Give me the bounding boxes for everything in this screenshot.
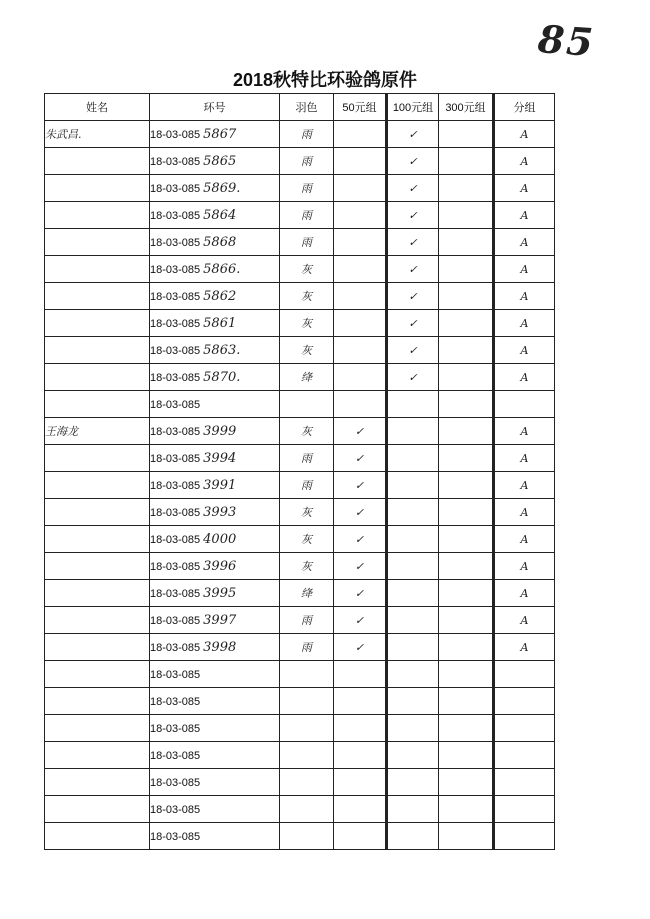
ring-number-cell	[150, 229, 280, 256]
owner-name-cell	[45, 823, 150, 850]
group-50-cell	[334, 256, 387, 283]
feather-color-cell: 雨	[280, 634, 334, 661]
feather-color-cell: 灰	[280, 283, 334, 310]
group-cell	[494, 769, 555, 796]
owner-name-cell	[45, 688, 150, 715]
group-cell	[494, 661, 555, 688]
table-row	[45, 769, 555, 796]
feather-color-cell: 灰	[280, 310, 334, 337]
ring-number-cell	[150, 688, 280, 715]
group-300-cell	[439, 553, 494, 580]
group-cell: A	[494, 148, 555, 175]
header-g300: 300元组	[439, 94, 494, 121]
group-cell	[494, 742, 555, 769]
ring-number-cell	[150, 283, 280, 310]
feather-color-cell: 绛	[280, 580, 334, 607]
ring-prefix: 18-03-085	[150, 317, 201, 330]
group-100-cell: ✓	[387, 310, 439, 337]
group-100-cell: ✓	[387, 121, 439, 148]
owner-name-cell	[45, 526, 150, 553]
group-50-cell: ✓	[334, 526, 387, 553]
ring-prefix: 18-03-085	[150, 506, 201, 519]
ring-suffix: 3991	[203, 477, 237, 493]
owner-name-cell	[45, 337, 150, 364]
feather-color-cell	[280, 796, 334, 823]
owner-name-cell	[45, 364, 150, 391]
feather-color-cell: 雨	[280, 229, 334, 256]
group-cell: A	[494, 580, 555, 607]
group-100-cell	[387, 715, 439, 742]
feather-color-cell: 灰	[280, 526, 334, 553]
ring-number-cell	[150, 526, 280, 553]
group-300-cell	[439, 715, 494, 742]
group-cell	[494, 391, 555, 418]
ring-number-cell	[150, 553, 280, 580]
ring-prefix: 18-03-085	[150, 263, 201, 276]
feather-color-cell: 雨	[280, 175, 334, 202]
table-row	[45, 526, 555, 553]
owner-name-cell	[45, 229, 150, 256]
owner-name-cell	[45, 715, 150, 742]
ring-number-cell	[150, 175, 280, 202]
ring-number-cell	[150, 310, 280, 337]
group-cell: A	[494, 310, 555, 337]
ring-prefix: 18-03-085	[150, 668, 201, 681]
group-cell: A	[494, 175, 555, 202]
group-300-cell	[439, 391, 494, 418]
ring-number-cell	[150, 661, 280, 688]
group-100-cell	[387, 445, 439, 472]
header-g100: 100元组	[387, 94, 439, 121]
feather-color-cell	[280, 391, 334, 418]
table-row	[45, 391, 555, 418]
owner-name-cell	[45, 499, 150, 526]
group-50-cell	[334, 310, 387, 337]
ring-prefix: 18-03-085	[150, 641, 201, 654]
owner-name-cell	[45, 445, 150, 472]
group-cell: A	[494, 607, 555, 634]
ring-number-cell	[150, 121, 280, 148]
ring-number-cell	[150, 256, 280, 283]
group-100-cell	[387, 499, 439, 526]
group-300-cell	[439, 526, 494, 553]
ring-suffix: 5863.	[203, 342, 241, 358]
group-300-cell	[439, 472, 494, 499]
ring-prefix: 18-03-085	[150, 533, 201, 546]
group-cell: A	[494, 283, 555, 310]
group-100-cell	[387, 796, 439, 823]
ring-number-cell	[150, 742, 280, 769]
group-300-cell	[439, 607, 494, 634]
group-300-cell	[439, 769, 494, 796]
feather-color-cell: 灰	[280, 499, 334, 526]
group-100-cell: ✓	[387, 202, 439, 229]
ring-prefix: 18-03-085	[150, 695, 201, 708]
group-50-cell: ✓	[334, 607, 387, 634]
ring-number-cell	[150, 634, 280, 661]
group-cell: A	[494, 121, 555, 148]
group-cell: A	[494, 499, 555, 526]
group-100-cell	[387, 472, 439, 499]
ring-suffix: 3994	[203, 450, 237, 466]
group-50-cell	[334, 364, 387, 391]
header-color: 羽色	[280, 94, 334, 121]
group-300-cell	[439, 229, 494, 256]
header-name: 姓名	[45, 94, 150, 121]
table-row	[45, 283, 555, 310]
table-row	[45, 499, 555, 526]
table-row	[45, 823, 555, 850]
table-row	[45, 580, 555, 607]
feather-color-cell: 灰	[280, 256, 334, 283]
ring-suffix: 5866.	[203, 261, 241, 277]
ring-number-cell	[150, 796, 280, 823]
group-300-cell	[439, 445, 494, 472]
group-50-cell	[334, 796, 387, 823]
group-100-cell: ✓	[387, 229, 439, 256]
group-50-cell: ✓	[334, 553, 387, 580]
ring-number-cell	[150, 769, 280, 796]
group-cell: A	[494, 634, 555, 661]
group-cell: A	[494, 202, 555, 229]
group-50-cell: ✓	[334, 499, 387, 526]
group-300-cell	[439, 175, 494, 202]
ring-suffix: 5861	[203, 315, 237, 331]
table-row	[45, 688, 555, 715]
table-row	[45, 715, 555, 742]
group-50-cell	[334, 283, 387, 310]
feather-color-cell: 雨	[280, 148, 334, 175]
ring-prefix: 18-03-085	[150, 128, 201, 141]
group-300-cell	[439, 634, 494, 661]
group-100-cell	[387, 580, 439, 607]
owner-name-cell	[45, 607, 150, 634]
group-cell	[494, 796, 555, 823]
ring-prefix: 18-03-085	[150, 209, 201, 222]
table-row	[45, 256, 555, 283]
group-50-cell	[334, 229, 387, 256]
ring-suffix: 5867	[203, 126, 237, 142]
feather-color-cell: 雨	[280, 445, 334, 472]
group-100-cell	[387, 661, 439, 688]
owner-name-cell	[45, 796, 150, 823]
table-row	[45, 445, 555, 472]
ring-number-cell	[150, 472, 280, 499]
feather-color-cell	[280, 715, 334, 742]
ring-prefix: 18-03-085	[150, 236, 201, 249]
group-100-cell	[387, 391, 439, 418]
ring-suffix: 5862	[203, 288, 237, 304]
owner-name-cell	[45, 283, 150, 310]
owner-name-cell	[45, 769, 150, 796]
group-100-cell	[387, 418, 439, 445]
feather-color-cell: 雨	[280, 202, 334, 229]
table-row	[45, 337, 555, 364]
feather-color-cell	[280, 769, 334, 796]
group-100-cell: ✓	[387, 148, 439, 175]
feather-color-cell: 灰	[280, 418, 334, 445]
table-row	[45, 607, 555, 634]
owner-name-cell	[45, 553, 150, 580]
page-number: 85	[536, 16, 597, 65]
owner-name-cell	[45, 634, 150, 661]
group-cell: A	[494, 337, 555, 364]
owner-name-cell	[45, 661, 150, 688]
document-title: 2018秋特比环验鸽原件	[232, 70, 418, 90]
group-cell	[494, 688, 555, 715]
owner-name-cell	[45, 580, 150, 607]
ring-prefix: 18-03-085	[150, 776, 201, 789]
group-300-cell	[439, 742, 494, 769]
group-50-cell	[334, 175, 387, 202]
group-100-cell	[387, 553, 439, 580]
group-50-cell: ✓	[334, 445, 387, 472]
ring-suffix: 3998	[203, 639, 237, 655]
owner-name-cell: 王海龙	[45, 418, 150, 445]
header-ring: 环号	[150, 94, 280, 121]
owner-name-cell	[45, 472, 150, 499]
ring-suffix: 4000	[203, 531, 237, 547]
group-cell: A	[494, 364, 555, 391]
table-row	[45, 202, 555, 229]
group-300-cell	[439, 661, 494, 688]
ring-prefix: 18-03-085	[150, 587, 201, 600]
owner-name-cell	[45, 202, 150, 229]
group-300-cell	[439, 580, 494, 607]
table-row	[45, 472, 555, 499]
ring-suffix: 3995	[203, 585, 237, 601]
ring-prefix: 18-03-085	[150, 830, 201, 843]
group-50-cell	[334, 121, 387, 148]
ring-number-cell	[150, 337, 280, 364]
group-100-cell	[387, 634, 439, 661]
owner-name-cell: 朱武昌.	[45, 121, 150, 148]
ring-suffix: 5865	[203, 153, 237, 169]
group-100-cell: ✓	[387, 175, 439, 202]
table-row	[45, 175, 555, 202]
feather-color-cell	[280, 742, 334, 769]
ring-number-cell	[150, 715, 280, 742]
group-300-cell	[439, 499, 494, 526]
ring-prefix: 18-03-085	[150, 722, 201, 735]
group-cell	[494, 715, 555, 742]
owner-name-cell	[45, 742, 150, 769]
group-300-cell	[439, 796, 494, 823]
ring-prefix: 18-03-085	[150, 182, 201, 195]
group-100-cell: ✓	[387, 364, 439, 391]
group-300-cell	[439, 418, 494, 445]
ring-suffix: 5868	[203, 234, 237, 250]
table-row	[45, 418, 555, 445]
group-100-cell	[387, 742, 439, 769]
owner-name-cell	[45, 256, 150, 283]
table-row	[45, 634, 555, 661]
table-row	[45, 121, 555, 148]
table-row	[45, 148, 555, 175]
group-300-cell	[439, 337, 494, 364]
ring-suffix: 3996	[203, 558, 237, 574]
group-50-cell	[334, 391, 387, 418]
group-100-cell: ✓	[387, 256, 439, 283]
group-300-cell	[439, 202, 494, 229]
header-g50: 50元组	[334, 94, 387, 121]
header-group: 分组	[494, 94, 555, 121]
group-100-cell	[387, 823, 439, 850]
table-row	[45, 310, 555, 337]
group-50-cell	[334, 742, 387, 769]
group-50-cell	[334, 688, 387, 715]
ring-prefix: 18-03-085	[150, 803, 201, 816]
group-cell: A	[494, 445, 555, 472]
ring-prefix: 18-03-085	[150, 749, 201, 762]
group-50-cell	[334, 148, 387, 175]
ring-suffix: 3999	[203, 423, 237, 439]
owner-name-cell	[45, 310, 150, 337]
group-300-cell	[439, 148, 494, 175]
ring-number-cell	[150, 499, 280, 526]
ring-prefix: 18-03-085	[150, 425, 201, 438]
group-50-cell: ✓	[334, 472, 387, 499]
ring-suffix: 5869.	[203, 180, 241, 196]
pigeon-registration-table	[44, 93, 555, 850]
ring-suffix: 5864	[203, 207, 237, 223]
ring-prefix: 18-03-085	[150, 371, 201, 384]
group-cell: A	[494, 553, 555, 580]
ring-prefix: 18-03-085	[150, 614, 201, 627]
feather-color-cell: 灰	[280, 553, 334, 580]
group-50-cell	[334, 715, 387, 742]
ring-suffix: 5870.	[203, 369, 241, 385]
group-300-cell	[439, 688, 494, 715]
table-row	[45, 364, 555, 391]
ring-number-cell	[150, 202, 280, 229]
group-50-cell	[334, 337, 387, 364]
group-300-cell	[439, 283, 494, 310]
ring-prefix: 18-03-085	[150, 290, 201, 303]
group-cell: A	[494, 256, 555, 283]
group-50-cell	[334, 769, 387, 796]
group-cell: A	[494, 526, 555, 553]
group-100-cell	[387, 526, 439, 553]
table-row	[45, 796, 555, 823]
ring-number-cell	[150, 580, 280, 607]
ring-prefix: 18-03-085	[150, 155, 201, 168]
ring-number-cell	[150, 148, 280, 175]
group-300-cell	[439, 310, 494, 337]
header-row	[45, 94, 555, 121]
ring-prefix: 18-03-085	[150, 452, 201, 465]
group-100-cell: ✓	[387, 337, 439, 364]
owner-name-cell	[45, 175, 150, 202]
group-300-cell	[439, 364, 494, 391]
ring-prefix: 18-03-085	[150, 560, 201, 573]
group-300-cell	[439, 256, 494, 283]
ring-suffix: 3997	[203, 612, 237, 628]
feather-color-cell	[280, 823, 334, 850]
feather-color-cell: 绛	[280, 364, 334, 391]
feather-color-cell	[280, 661, 334, 688]
group-50-cell	[334, 823, 387, 850]
table-row	[45, 661, 555, 688]
feather-color-cell: 雨	[280, 121, 334, 148]
ring-number-cell	[150, 418, 280, 445]
ring-number-cell	[150, 364, 280, 391]
feather-color-cell: 雨	[280, 607, 334, 634]
ring-number-cell	[150, 445, 280, 472]
group-100-cell	[387, 607, 439, 634]
group-cell: A	[494, 472, 555, 499]
group-100-cell	[387, 688, 439, 715]
ring-number-cell	[150, 391, 280, 418]
table-row	[45, 553, 555, 580]
table-row	[45, 742, 555, 769]
group-50-cell: ✓	[334, 418, 387, 445]
ring-prefix: 18-03-085	[150, 479, 201, 492]
group-50-cell	[334, 661, 387, 688]
group-50-cell: ✓	[334, 634, 387, 661]
owner-name-cell	[45, 148, 150, 175]
ring-suffix: 3993	[203, 504, 237, 520]
group-cell: A	[494, 418, 555, 445]
group-50-cell	[334, 202, 387, 229]
group-50-cell: ✓	[334, 580, 387, 607]
ring-number-cell	[150, 607, 280, 634]
feather-color-cell: 雨	[280, 472, 334, 499]
ring-prefix: 18-03-085	[150, 344, 201, 357]
group-cell	[494, 823, 555, 850]
table-row	[45, 229, 555, 256]
feather-color-cell: 灰	[280, 337, 334, 364]
group-100-cell: ✓	[387, 283, 439, 310]
group-cell: A	[494, 229, 555, 256]
feather-color-cell	[280, 688, 334, 715]
group-300-cell	[439, 121, 494, 148]
ring-prefix: 18-03-085	[150, 398, 201, 411]
owner-name-cell	[45, 391, 150, 418]
ring-number-cell	[150, 823, 280, 850]
group-100-cell	[387, 769, 439, 796]
group-300-cell	[439, 823, 494, 850]
